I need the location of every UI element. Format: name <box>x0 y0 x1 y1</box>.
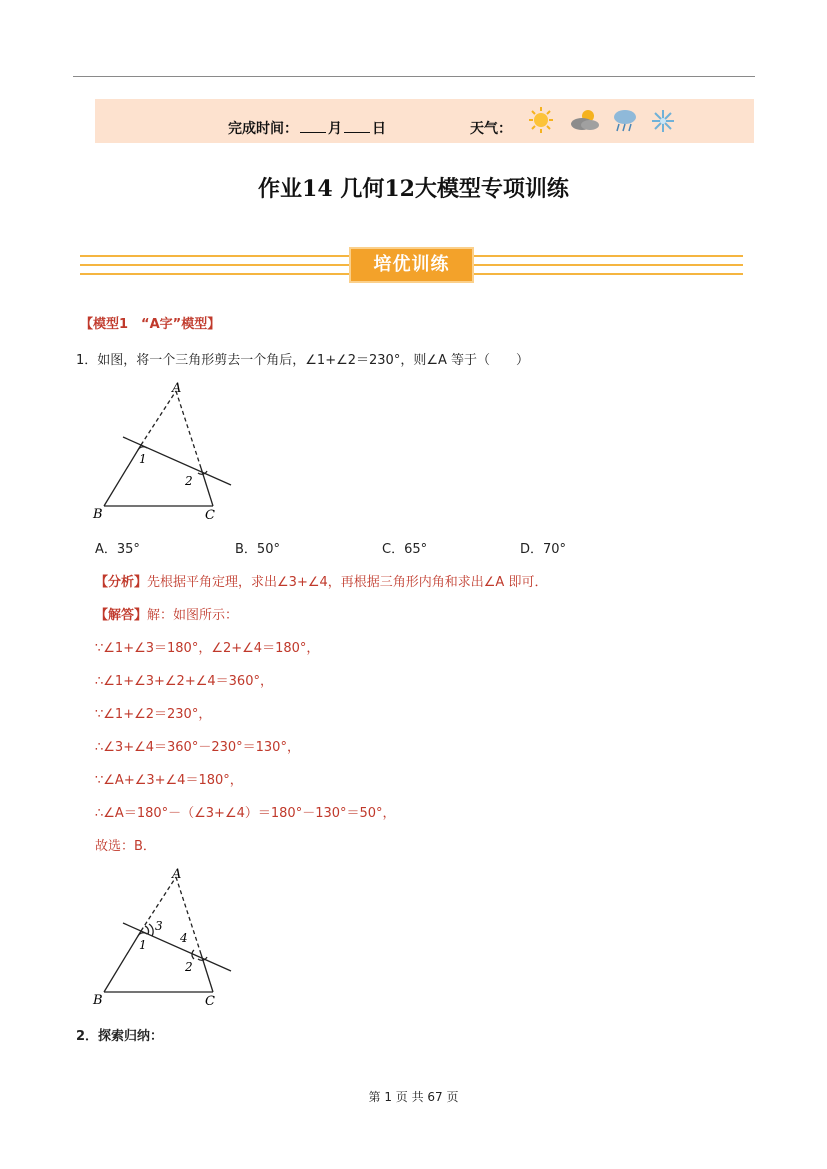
vertex-label-a: A <box>172 381 182 396</box>
angle-label-2: 2 <box>185 960 193 974</box>
option-c: C．65° <box>382 542 428 557</box>
angle-label-1: 1 <box>139 452 147 466</box>
section-banner: 培优训练 <box>349 247 474 283</box>
sun-icon <box>528 106 554 134</box>
angle-label-2: 2 <box>185 474 193 488</box>
solution-step: ∵∠A+∠3+∠4＝180°， <box>95 773 243 788</box>
question-1-stem: 1．如图，将一个三角形剪去一个角后，∠1+∠2＝230°，则∠A 等于（ ） <box>76 353 530 368</box>
solution-line: 【解答】解：如图所示： <box>95 608 239 623</box>
triangle-figure-2 <box>88 864 238 1012</box>
solution-step: ∴∠3+∠4＝360°－230°＝130°， <box>95 740 300 755</box>
angle-label-4: 4 <box>180 931 188 945</box>
cloudy-icon <box>568 108 602 132</box>
triangle-figure-1 <box>88 378 238 526</box>
solution-step: ∴∠A＝180°－（∠3+∠4）＝180°－130°＝50°， <box>95 806 396 821</box>
answer-choice: 故选：B． <box>95 839 156 854</box>
vertex-label-c: C <box>205 994 215 1009</box>
vertex-label-a: A <box>172 867 182 882</box>
vertex-label-b: B <box>93 993 103 1008</box>
angle-label-1: 1 <box>139 938 147 952</box>
solution-step: ∵∠1+∠2＝230°， <box>95 707 212 722</box>
weather-label: 天气： <box>470 121 512 137</box>
solution-step: ∵∠1+∠3＝180°，∠2+∠4＝180°， <box>95 641 320 656</box>
solution-step: ∴∠1+∠3+∠2+∠4＝360°， <box>95 674 273 689</box>
finish-time: 完成时间： 月 日 <box>228 121 386 137</box>
option-d: D．70° <box>520 542 567 557</box>
vertex-label-c: C <box>205 508 215 523</box>
angle-label-3: 3 <box>155 919 163 933</box>
question-2-stem: 2．探索归纳： <box>76 1029 164 1044</box>
analysis-line: 【分析】先根据平角定理，求出∠3+∠4，再根据三角形内角和求出∠A 即可． <box>95 575 548 590</box>
option-b: B．50° <box>235 542 280 557</box>
option-a: A．35° <box>95 542 140 557</box>
rain-icon <box>612 107 638 133</box>
page-footer: 第 1 页 共 67 页 <box>368 1090 459 1104</box>
snow-icon <box>650 108 676 134</box>
top-rule <box>73 76 755 77</box>
page-title: 作业14 几何12大模型专项训练 <box>258 176 569 202</box>
model-heading: 【模型1 “A字”模型】 <box>80 317 221 332</box>
vertex-label-b: B <box>93 507 103 522</box>
